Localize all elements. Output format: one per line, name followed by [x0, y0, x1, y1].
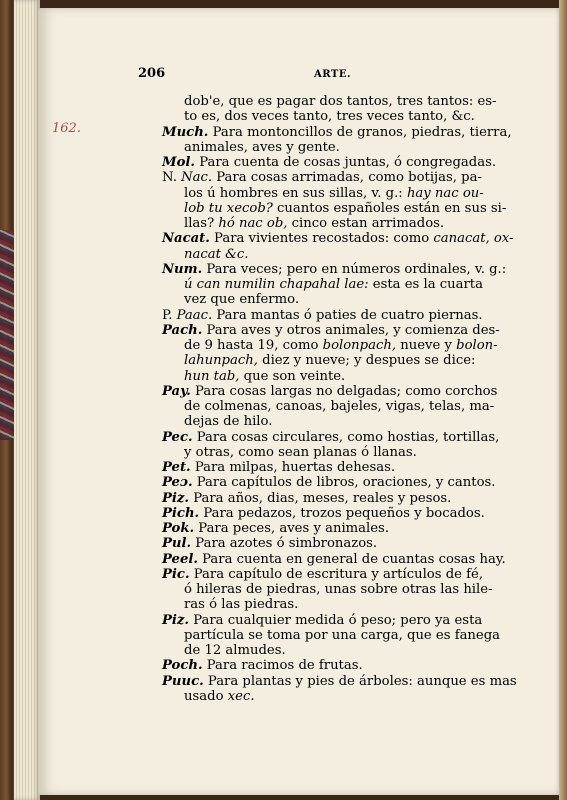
- page-number: 206: [138, 66, 166, 81]
- text-line: [162, 369, 522, 384]
- italic-text: hun tab,: [184, 368, 240, 384]
- italic-text: bolonpach,: [322, 338, 397, 353]
- entry-term: Pok.: [162, 521, 195, 536]
- line-text: Para azotes ó simbronazos.: [191, 536, 378, 552]
- entry-term: Pec.: [162, 429, 193, 445]
- entry-term: Nacat.: [162, 231, 210, 247]
- entry-term: Poch.: [162, 658, 203, 674]
- line-text: de 12 almudes.: [184, 643, 286, 658]
- line-text: Para milpas, huertas dehesas.: [190, 460, 396, 475]
- line-text: Para cuenta de cosas juntas, ó congregadas.: [195, 155, 497, 170]
- entry-term: Much.: [162, 124, 209, 140]
- line-text: vez que enfermo.: [184, 292, 300, 308]
- text-line: [162, 353, 522, 368]
- text-line: [162, 186, 522, 201]
- line-text: esta es la cuarta: [368, 277, 483, 292]
- line-text: llas?: [184, 216, 219, 231]
- line-text: Para cosas arrimadas, como botijas, pa-: [212, 170, 482, 186]
- italic-text: hay nac ou-: [406, 185, 484, 201]
- entry-term: Pul.: [162, 536, 192, 552]
- text-line: [162, 399, 522, 414]
- text-line: [162, 582, 522, 597]
- text-line: [162, 155, 522, 170]
- italic-text: Nac.: [181, 170, 213, 186]
- line-text: ó hileras de piedras, unas sobre otras las hile-: [184, 582, 493, 597]
- entry-term: Puuc.: [162, 673, 204, 689]
- line-text: animales, aves y gente.: [184, 139, 340, 155]
- line-text: Para capítulo de escritura y artículos de fé,: [189, 566, 484, 582]
- line-text: N.: [162, 170, 182, 186]
- entry-term: Pich.: [162, 505, 200, 521]
- italic-text: canacat, ox-: [433, 231, 514, 247]
- text-line: [162, 643, 522, 658]
- line-text: Para veces; pero en números ordinales, v. g.:: [202, 261, 507, 277]
- line-text: los ú hombres en sus sillas, v. g.:: [184, 185, 407, 201]
- line-text: Para vivientes recostados: como: [209, 231, 434, 247]
- italic-text: nacat &c.: [184, 246, 249, 262]
- entry-term: Peɔ.: [162, 475, 193, 491]
- text-line: [162, 597, 522, 612]
- line-text: partícula se toma por una carga, que es fanega: [184, 627, 501, 643]
- text-line: [162, 231, 522, 246]
- text-line: [162, 277, 522, 292]
- line-text: y otras, como sean planas ó llanas.: [184, 444, 417, 460]
- text-line: [162, 262, 522, 277]
- text-line: [162, 140, 522, 155]
- text-line: [162, 506, 522, 521]
- line-text: que son veinte.: [239, 368, 346, 384]
- running-title: ARTE.: [314, 69, 351, 80]
- text-line: [162, 247, 522, 262]
- text-line: [162, 292, 522, 307]
- entry-term: Piz.: [162, 612, 190, 628]
- line-text: de 9 hasta 19, como: [184, 338, 323, 353]
- text-line: [162, 491, 522, 506]
- text-line: [162, 94, 522, 109]
- italic-text: hó nac ob,: [218, 216, 288, 231]
- italic-text: lahunpach,: [184, 353, 258, 369]
- text-line: [162, 613, 522, 628]
- text-line: [162, 689, 522, 704]
- line-text: cuantos españoles están en sus si-: [272, 200, 507, 216]
- line-text: diez y nueve; y despues se dice:: [257, 353, 476, 369]
- text-line: [162, 338, 522, 353]
- text-line: [162, 628, 522, 643]
- line-text: to es, dos veces tanto, tres veces tanto, &c.: [184, 109, 475, 125]
- line-text: Para mantas ó paties de cuatro piernas.: [212, 307, 483, 323]
- italic-text: ú can numilin chapahal lae:: [184, 277, 369, 292]
- line-text: Para plantas y pies de árboles: aunque es mas: [203, 673, 517, 689]
- text-line: [162, 475, 522, 490]
- text-line: [162, 170, 522, 185]
- text-line: [162, 414, 522, 429]
- entry-term: Num.: [162, 261, 203, 277]
- line-text: Para capítulos de libros, oraciones, y cantos.: [192, 475, 496, 491]
- entry-term: Pic.: [162, 566, 190, 582]
- entry-term: Piz.: [162, 490, 190, 506]
- text-line: [162, 445, 522, 460]
- line-text: Para cosas circulares, como hostias, tortillas,: [192, 429, 500, 445]
- line-text: de colmenas, canoas, bajeles, vigas, telas, ma-: [184, 399, 495, 414]
- italic-text: xec.: [227, 688, 255, 704]
- line-text: Para racimos de frutas.: [202, 658, 363, 674]
- line-text: nueve y: [396, 338, 457, 353]
- text-line: [162, 674, 522, 689]
- text-line: [162, 216, 522, 231]
- entry-term: Mol.: [162, 155, 195, 170]
- line-text: Para montoncillos de granos, piedras, tierra,: [208, 124, 512, 140]
- text-line: [162, 430, 522, 445]
- text-line: [162, 552, 522, 567]
- line-text: ras ó las piedras.: [184, 597, 299, 613]
- line-text: Para pedazos, trozos pequeños y bocados.: [199, 505, 485, 521]
- entry-term: Pach.: [162, 322, 203, 338]
- text-line: [162, 109, 522, 124]
- italic-text: Paac.: [176, 307, 213, 323]
- line-text: cinco estan arrimados.: [287, 216, 445, 231]
- entry-term: Pet.: [162, 460, 191, 475]
- text-line: [162, 460, 522, 475]
- marbled-edge: [0, 230, 14, 440]
- text-line: [162, 125, 522, 140]
- page-edges: [14, 0, 40, 800]
- page-body: [162, 94, 522, 704]
- text-line: [162, 308, 522, 323]
- text-line: [162, 323, 522, 338]
- line-text: Para peces, aves y animales.: [194, 521, 390, 536]
- right-cover-edge: [559, 0, 567, 800]
- line-text: usado: [184, 688, 228, 704]
- text-line: [162, 384, 522, 399]
- line-text: Para cosas largas no delgadas; como corchos: [190, 383, 498, 399]
- line-text: dob'e, que es pagar dos tantos, tres tantos: es-: [184, 94, 497, 109]
- page-header: [138, 66, 368, 86]
- entry-term: Pay.: [162, 383, 191, 399]
- line-text: Para años, dias, meses, reales y pesos.: [189, 490, 452, 506]
- line-text: dejas de hilo.: [184, 414, 273, 430]
- entry-term: Peel.: [162, 551, 198, 567]
- line-text: P.: [162, 307, 177, 323]
- line-text: Para cuenta en general de cuantas cosas hay.: [197, 551, 506, 567]
- text-line: [162, 658, 522, 673]
- margin-annotation: 162.: [52, 121, 81, 136]
- line-text: Para cualquier medida ó peso; pero ya esta: [189, 612, 483, 628]
- italic-text: lob tu xecob?: [184, 200, 273, 216]
- text-line: [162, 201, 522, 216]
- text-line: [162, 567, 522, 582]
- line-text: Para aves y otros animales, y comienza des-: [202, 322, 500, 338]
- italic-text: bolon-: [456, 338, 498, 353]
- text-line: [162, 536, 522, 551]
- text-line: [162, 521, 522, 536]
